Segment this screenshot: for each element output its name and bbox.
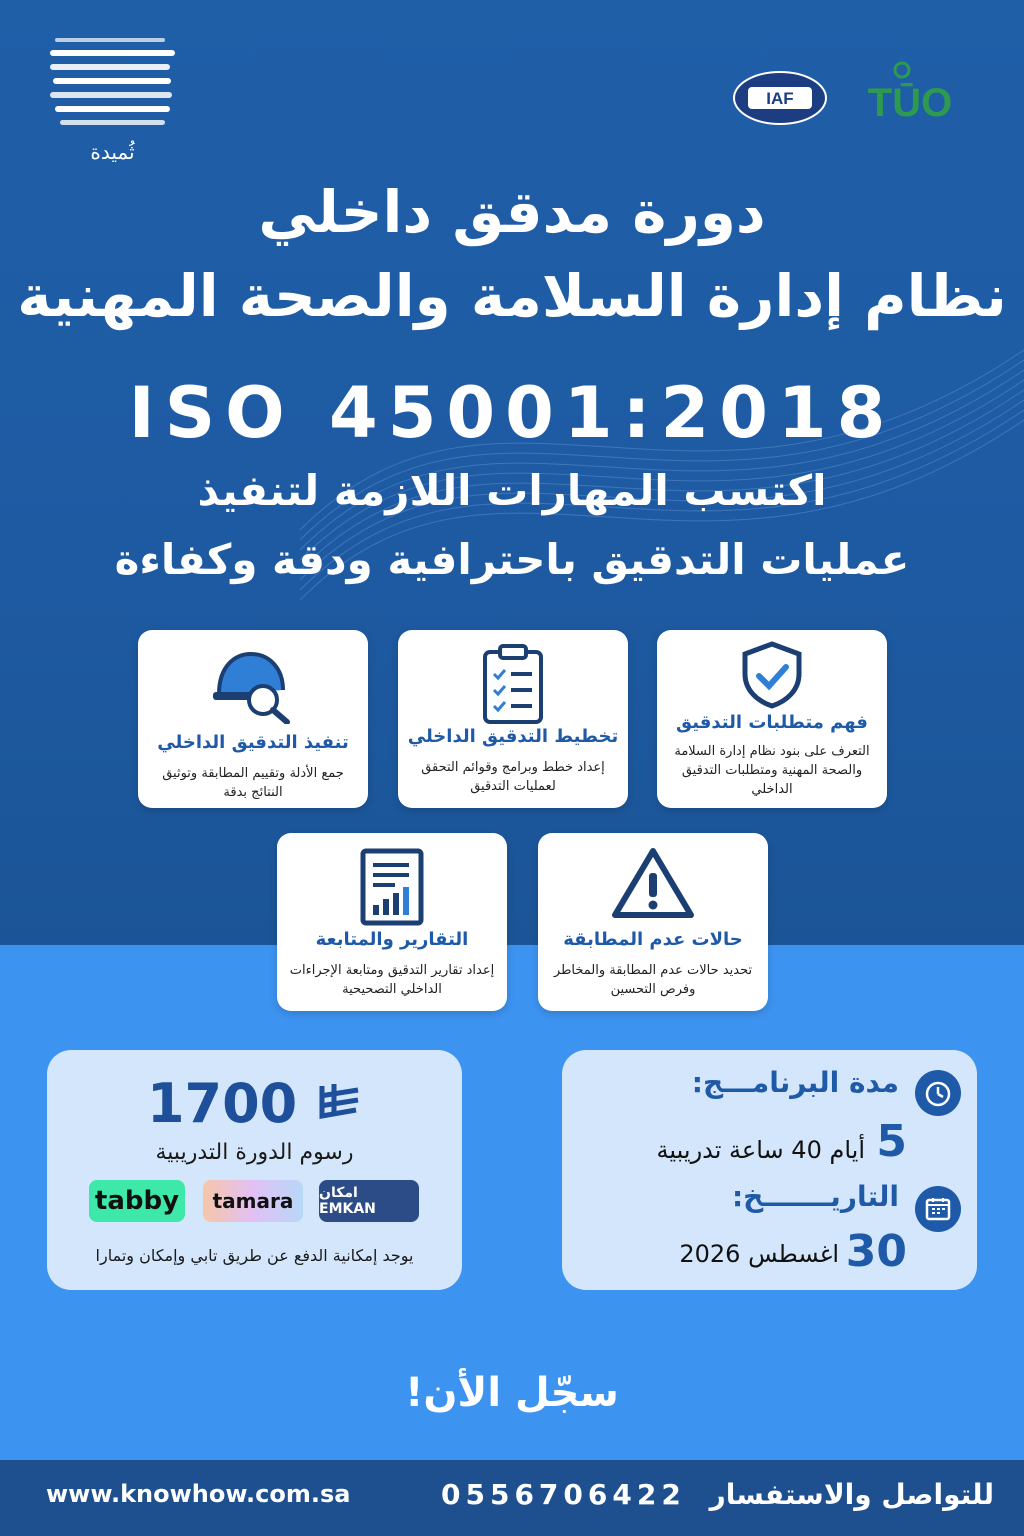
duration-days: 5	[876, 1116, 907, 1167]
calendar-icon	[915, 1186, 961, 1232]
card-desc: إعداد تقارير التدقيق ومتابعة الإجراءات الداخلي التصحيحية	[289, 963, 495, 997]
card-title: فهم متطلبات التدقيق	[676, 712, 868, 733]
card-title: حالات عدم المطابقة	[563, 929, 743, 950]
schedule-box	[562, 1050, 977, 1290]
card-title: التقارير والمتابعة	[315, 929, 469, 950]
card-title: تخطيط التدقيق الداخلي	[407, 726, 619, 747]
feature-card-reports	[277, 833, 507, 1011]
feature-card-planning	[398, 630, 628, 808]
price-row	[47, 1072, 462, 1135]
contact-label: للتواصل والاستفسار	[709, 1478, 994, 1511]
tuo-logo	[840, 60, 980, 126]
price-amount: 1700	[146, 1072, 298, 1135]
riyal-icon	[316, 1082, 362, 1124]
date-label: التاريـــــــخ:	[731, 1180, 899, 1213]
tagline-line1: اكتسب المهارات اللازمة لتنفيذ	[197, 466, 827, 515]
emkan-logo: امكان EMKAN	[319, 1180, 419, 1222]
clipboard-checklist-icon	[478, 644, 548, 726]
iaf-text: IAF	[766, 89, 794, 108]
phone-number[interactable]: 0556706422	[441, 1478, 686, 1511]
shield-check-icon	[737, 640, 807, 710]
tabby-logo: tabby	[89, 1180, 185, 1222]
tamara-logo: tamara	[203, 1180, 303, 1222]
tuo-text: TŪO	[867, 81, 953, 125]
card-desc: تحديد حالات عدم المطابقة والمخاطر وفرص التحسين	[553, 963, 753, 997]
date-text: اغسطس 2026	[679, 1240, 839, 1268]
report-chart-icon	[359, 847, 425, 927]
helmet-magnifier-icon	[211, 644, 295, 724]
iso-standard: ISO 45001:2018	[128, 372, 896, 454]
card-desc: جمع الأدلة وتقييم المطابقة وتوثيق النتائج بدقة	[162, 766, 344, 800]
feature-card-nonconformity	[538, 833, 768, 1011]
price-label: رسوم الدورة التدريبية	[155, 1140, 354, 1165]
contact-info	[441, 1478, 994, 1511]
feature-card-execution	[138, 630, 368, 808]
duration-text: أيام 40 ساعة تدريبية	[656, 1136, 865, 1164]
clock-icon	[915, 1070, 961, 1116]
iaf-logo	[732, 70, 828, 126]
course-subject: نظام إدارة السلامة والصحة المهنية	[17, 262, 1007, 330]
course-title: دورة مدقق داخلي	[258, 178, 766, 246]
date-day: 30	[845, 1226, 907, 1277]
card-desc: التعرف على بنود نظام إدارة السلامة والصحة المهنية ومتطلبات التدقيق الداخلي	[674, 744, 870, 797]
warning-icon	[611, 845, 695, 921]
tagline-line2: عمليات التدقيق باحترافية ودقة وكفاءة	[114, 535, 910, 584]
duration-label: مدة البرنامـــج:	[691, 1066, 899, 1099]
card-desc: إعداد خطط وبرامج وقوائم التحقق لعمليات التدقيق	[421, 760, 605, 794]
card-title: تنفيذ التدقيق الداخلي	[157, 732, 349, 753]
payment-note: يوجد إمكانية الدفع عن طريق تابي وإمكان وتمارا	[95, 1246, 414, 1265]
price-box	[47, 1050, 462, 1290]
website-link[interactable]: www.knowhow.com.sa	[46, 1480, 351, 1508]
feature-card-requirements	[657, 630, 887, 808]
register-cta[interactable]: سجّل الأن!	[405, 1370, 619, 1416]
brand-name: ثُميدة	[90, 140, 135, 164]
